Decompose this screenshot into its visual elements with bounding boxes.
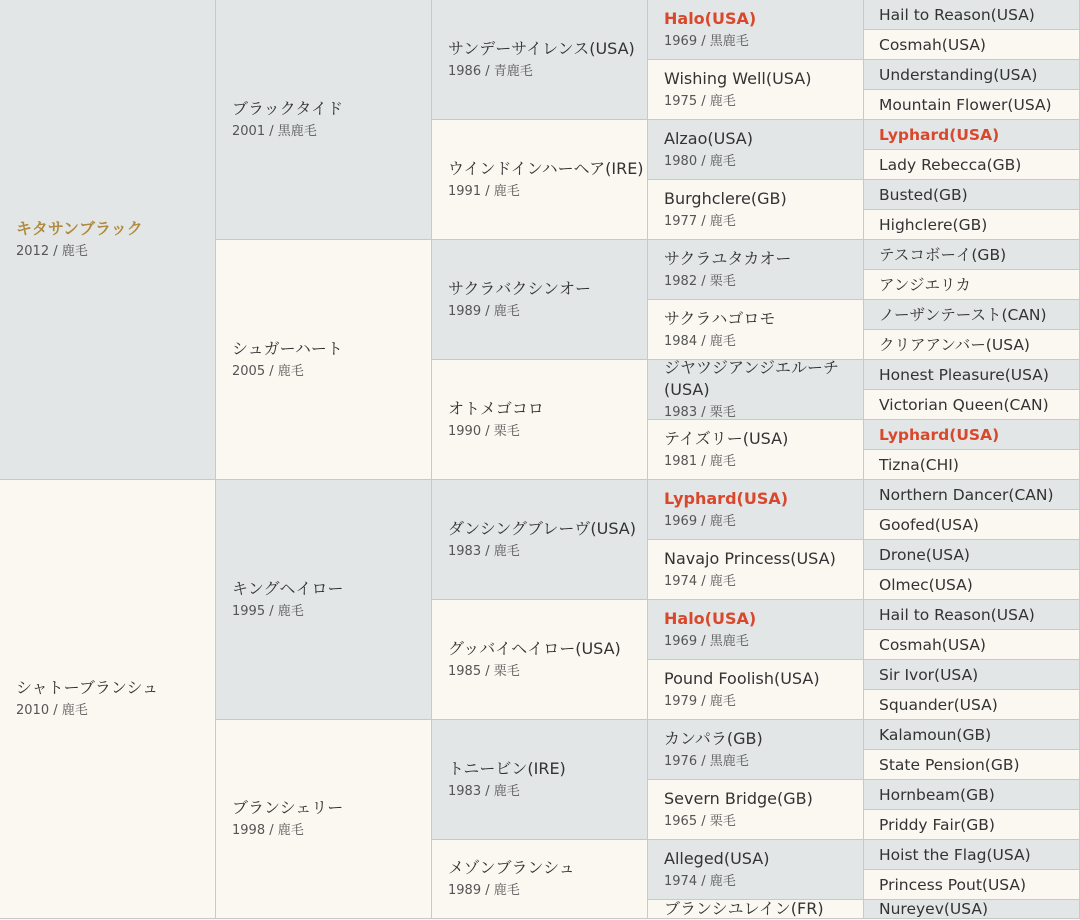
horse-birth-color: 1986 / 青鹿毛 (448, 63, 533, 79)
horse-name[interactable]: Burghclere(GB) (664, 188, 787, 208)
horse-name[interactable]: Hoist the Flag(USA) (879, 845, 1031, 864)
pedigree-cell-gen5[interactable] (864, 390, 1080, 420)
pedigree-cell-gen3[interactable] (432, 120, 648, 240)
horse-name[interactable]: Hail to Reason(USA) (879, 605, 1035, 624)
pedigree-cell-gen3[interactable] (432, 600, 648, 720)
horse-name[interactable]: Halo(USA) (664, 8, 757, 28)
horse-birth-color: 2001 / 黒鹿毛 (232, 123, 317, 139)
horse-name[interactable]: テスコボーイ(GB) (879, 245, 1007, 264)
horse-name[interactable]: Squander(USA) (879, 695, 998, 714)
pedigree-cell-gen5[interactable] (864, 510, 1080, 540)
horse-birth-color: 1989 / 鹿毛 (448, 883, 520, 898)
pedigree-cell-gen4[interactable] (648, 480, 864, 540)
horse-name[interactable]: Sir Ivor(USA) (879, 665, 979, 684)
horse-name[interactable]: ダンシングブレーヴ(USA) (448, 518, 636, 538)
horse-name[interactable]: ブラックタイド (232, 98, 344, 118)
pedigree-cell-gen5[interactable] (864, 540, 1080, 570)
horse-name[interactable]: Kalamoun(GB) (879, 725, 992, 744)
horse-name[interactable]: Lady Rebecca(GB) (879, 155, 1022, 174)
pedigree-cell-gen5[interactable] (864, 300, 1080, 330)
horse-name[interactable]: テイズリー(USA) (664, 428, 789, 448)
pedigree-cell-gen5[interactable] (864, 240, 1080, 270)
pedigree-cell-gen4[interactable] (648, 300, 864, 360)
horse-name[interactable]: Tizna(CHI) (879, 455, 959, 474)
pedigree-cell-gen5[interactable] (864, 720, 1080, 750)
pedigree-cell-gen4[interactable] (648, 180, 864, 240)
pedigree-cell-gen4[interactable] (648, 660, 864, 720)
horse-birth-color: 1984 / 鹿毛 (664, 333, 736, 349)
pedigree-cell-gen5[interactable] (864, 750, 1080, 780)
horse-birth-color: 1983 / 鹿毛 (448, 543, 520, 559)
horse-name[interactable]: Mountain Flower(USA) (879, 95, 1052, 114)
pedigree-cell-gen1[interactable] (0, 0, 216, 480)
horse-name[interactable]: Highclere(GB) (879, 215, 988, 234)
horse-birth-color: 1991 / 鹿毛 (448, 183, 520, 199)
horse-birth-color: 2012 / 鹿毛 (16, 243, 88, 259)
pedigree-cell-gen4[interactable] (648, 840, 864, 900)
pedigree-cell-gen3[interactable] (432, 480, 648, 600)
horse-name[interactable]: サクラバクシンオー (448, 278, 591, 298)
pedigree-cell-gen5[interactable] (864, 900, 1080, 919)
pedigree-cell-gen1[interactable] (0, 480, 216, 919)
pedigree-cell-gen5[interactable] (864, 450, 1080, 480)
horse-name[interactable]: Wishing Well(USA) (664, 68, 812, 88)
pedigree-cell-gen4[interactable] (648, 0, 864, 60)
pedigree-cell-gen4[interactable] (648, 780, 864, 840)
horse-birth-color: 1975 / 鹿毛 (664, 93, 736, 109)
horse-name[interactable]: クリアアンバー(USA) (879, 335, 1030, 354)
horse-name[interactable]: メゾンブランシュ (448, 858, 575, 877)
pedigree-cell-gen5[interactable] (864, 480, 1080, 510)
horse-name[interactable]: Understanding(USA) (879, 65, 1038, 84)
horse-name[interactable]: Goofed(USA) (879, 515, 979, 534)
pedigree-cell-gen3[interactable] (432, 240, 648, 360)
pedigree-cell-gen5[interactable] (864, 420, 1080, 450)
horse-birth-color: 1974 / 鹿毛 (664, 573, 736, 589)
pedigree-cell-gen5[interactable] (864, 270, 1080, 300)
horse-name[interactable]: Olmec(USA) (879, 575, 973, 594)
pedigree-cell-gen5[interactable] (864, 780, 1080, 810)
horse-name[interactable]: ブランシェリー (232, 798, 344, 817)
horse-name[interactable]: Drone(USA) (879, 545, 970, 564)
pedigree-cell-gen5[interactable] (864, 180, 1080, 210)
pedigree-cell-gen5[interactable] (864, 90, 1080, 120)
pedigree-cell-gen2[interactable] (216, 720, 432, 919)
horse-name[interactable]: カンパラ(GB) (664, 728, 763, 748)
pedigree-cell-gen5[interactable] (864, 210, 1080, 240)
horse-name[interactable]: Lyphard(USA) (879, 125, 1000, 144)
horse-name[interactable]: キングヘイロー (232, 578, 344, 598)
pedigree-cell-gen5[interactable] (864, 870, 1080, 900)
pedigree-cell-gen4[interactable] (648, 900, 864, 919)
horse-name[interactable]: Pound Foolish(USA) (664, 668, 820, 688)
horse-name[interactable]: サクラハゴロモ (664, 308, 776, 328)
horse-name[interactable]: アンジエリカ (879, 275, 971, 294)
pedigree-cell-gen4[interactable] (648, 540, 864, 600)
horse-birth-color: 1983 / 栗毛 (664, 404, 736, 420)
horse-birth-color: 1989 / 鹿毛 (448, 303, 520, 319)
horse-name[interactable]: Alzao(USA) (664, 128, 753, 148)
horse-name[interactable]: Alleged(USA) (664, 848, 770, 868)
pedigree-cell-gen2[interactable] (216, 0, 432, 240)
horse-birth-color: 1982 / 栗毛 (664, 273, 736, 289)
horse-birth-color: 1990 / 栗毛 (448, 423, 520, 439)
horse-name[interactable]: Lyphard(USA) (879, 425, 1000, 444)
pedigree-cell-gen2[interactable] (216, 240, 432, 480)
horse-name[interactable]: ノーザンテースト(CAN) (879, 305, 1047, 324)
pedigree-cell-gen5[interactable] (864, 570, 1080, 600)
horse-name[interactable]: Nureyev(USA) (879, 900, 989, 918)
horse-name[interactable]: ウインドインハーヘア(IRE) (448, 158, 644, 178)
horse-name[interactable]: Priddy Fair(GB) (879, 815, 995, 834)
horse-birth-color: 1985 / 栗毛 (448, 663, 520, 679)
horse-birth-color: 1976 / 黒鹿毛 (664, 753, 749, 769)
pedigree-cell-gen2[interactable] (216, 480, 432, 720)
pedigree-cell-gen4[interactable] (648, 600, 864, 660)
pedigree-cell-gen5[interactable] (864, 330, 1080, 360)
horse-birth-color: 1977 / 鹿毛 (664, 213, 736, 229)
horse-birth-color: 1969 / 鹿毛 (664, 513, 736, 529)
pedigree-cell-gen4[interactable] (648, 240, 864, 300)
horse-name[interactable]: Navajo Princess(USA) (664, 548, 836, 568)
pedigree-cell-gen4[interactable] (648, 60, 864, 120)
horse-name[interactable]: グッバイヘイロー(USA) (448, 638, 621, 658)
pedigree-cell-gen3[interactable] (432, 360, 648, 480)
pedigree-cell-gen5[interactable] (864, 690, 1080, 720)
pedigree-cell-gen5[interactable] (864, 810, 1080, 840)
horse-name[interactable]: ジヤツジアンジエルーチ(USA) (664, 357, 839, 399)
pedigree-cell-gen5[interactable] (864, 360, 1080, 390)
horse-name[interactable]: Princess Pout(USA) (879, 875, 1027, 894)
pedigree-cell-gen5[interactable] (864, 630, 1080, 660)
horse-name[interactable]: Halo(USA) (664, 608, 757, 628)
horse-birth-color: 1974 / 鹿毛 (664, 873, 736, 889)
horse-birth-color: 2010 / 鹿毛 (16, 703, 88, 718)
horse-birth-color: 2005 / 鹿毛 (232, 363, 304, 379)
horse-name[interactable]: Lyphard(USA) (664, 488, 789, 508)
horse-birth-color: 1969 / 黒鹿毛 (664, 33, 749, 49)
pedigree-cell-gen4[interactable] (648, 357, 864, 420)
horse-birth-color: 1981 / 鹿毛 (664, 453, 736, 469)
horse-name[interactable]: Northern Dancer(CAN) (879, 485, 1054, 504)
horse-name[interactable]: サンデーサイレンス(USA) (448, 38, 635, 58)
horse-name[interactable]: キタサンブラック (16, 218, 143, 238)
pedigree-cell-gen3[interactable] (432, 720, 648, 840)
horse-name[interactable]: Hornbeam(GB) (879, 785, 995, 804)
pedigree-cell-gen4[interactable] (648, 720, 864, 780)
pedigree-cell-gen5[interactable] (864, 840, 1080, 870)
pedigree-cell-gen3[interactable] (432, 0, 648, 120)
pedigree-cell-gen5[interactable] (864, 660, 1080, 690)
horse-name[interactable]: Severn Bridge(GB) (664, 788, 813, 808)
horse-name[interactable]: シュガーハート (232, 338, 343, 358)
horse-birth-color: 1979 / 鹿毛 (664, 693, 736, 709)
pedigree-cell-gen5[interactable] (864, 60, 1080, 90)
horse-birth-color: 1965 / 栗毛 (664, 813, 736, 829)
horse-birth-color: 1995 / 鹿毛 (232, 603, 304, 619)
pedigree-cell-gen5[interactable] (864, 150, 1080, 180)
horse-name[interactable]: Hail to Reason(USA) (879, 5, 1035, 24)
pedigree-cell-gen5[interactable] (864, 600, 1080, 630)
pedigree-cell-gen4[interactable] (648, 420, 864, 480)
pedigree-cell-gen5[interactable] (864, 30, 1080, 60)
horse-name[interactable]: Busted(GB) (879, 185, 968, 204)
horse-name[interactable]: Honest Pleasure(USA) (879, 365, 1049, 384)
horse-name[interactable]: オトメゴコロ (448, 398, 544, 418)
horse-name[interactable]: State Pension(GB) (879, 755, 1020, 774)
horse-birth-color: 1983 / 鹿毛 (448, 783, 520, 799)
horse-birth-color: 1980 / 鹿毛 (664, 153, 736, 169)
pedigree-cell-gen5[interactable] (864, 120, 1080, 150)
pedigree-cell-gen3[interactable] (432, 840, 648, 919)
pedigree-cell-gen5[interactable] (864, 0, 1080, 30)
horse-name[interactable]: サクラユタカオー (664, 248, 792, 268)
horse-birth-color: 1998 / 鹿毛 (232, 823, 304, 838)
horse-name[interactable]: ブランシユレイン(FR) (664, 899, 824, 918)
horse-name[interactable]: シャトーブランシュ (16, 678, 159, 697)
pedigree-cell-gen4[interactable] (648, 120, 864, 180)
horse-birth-color: 1969 / 黒鹿毛 (664, 633, 749, 649)
horse-name[interactable]: トニービン(IRE) (448, 758, 566, 778)
horse-name[interactable]: Cosmah(USA) (879, 35, 986, 54)
horse-name[interactable]: Victorian Queen(CAN) (879, 395, 1049, 414)
horse-name[interactable]: Cosmah(USA) (879, 635, 986, 654)
